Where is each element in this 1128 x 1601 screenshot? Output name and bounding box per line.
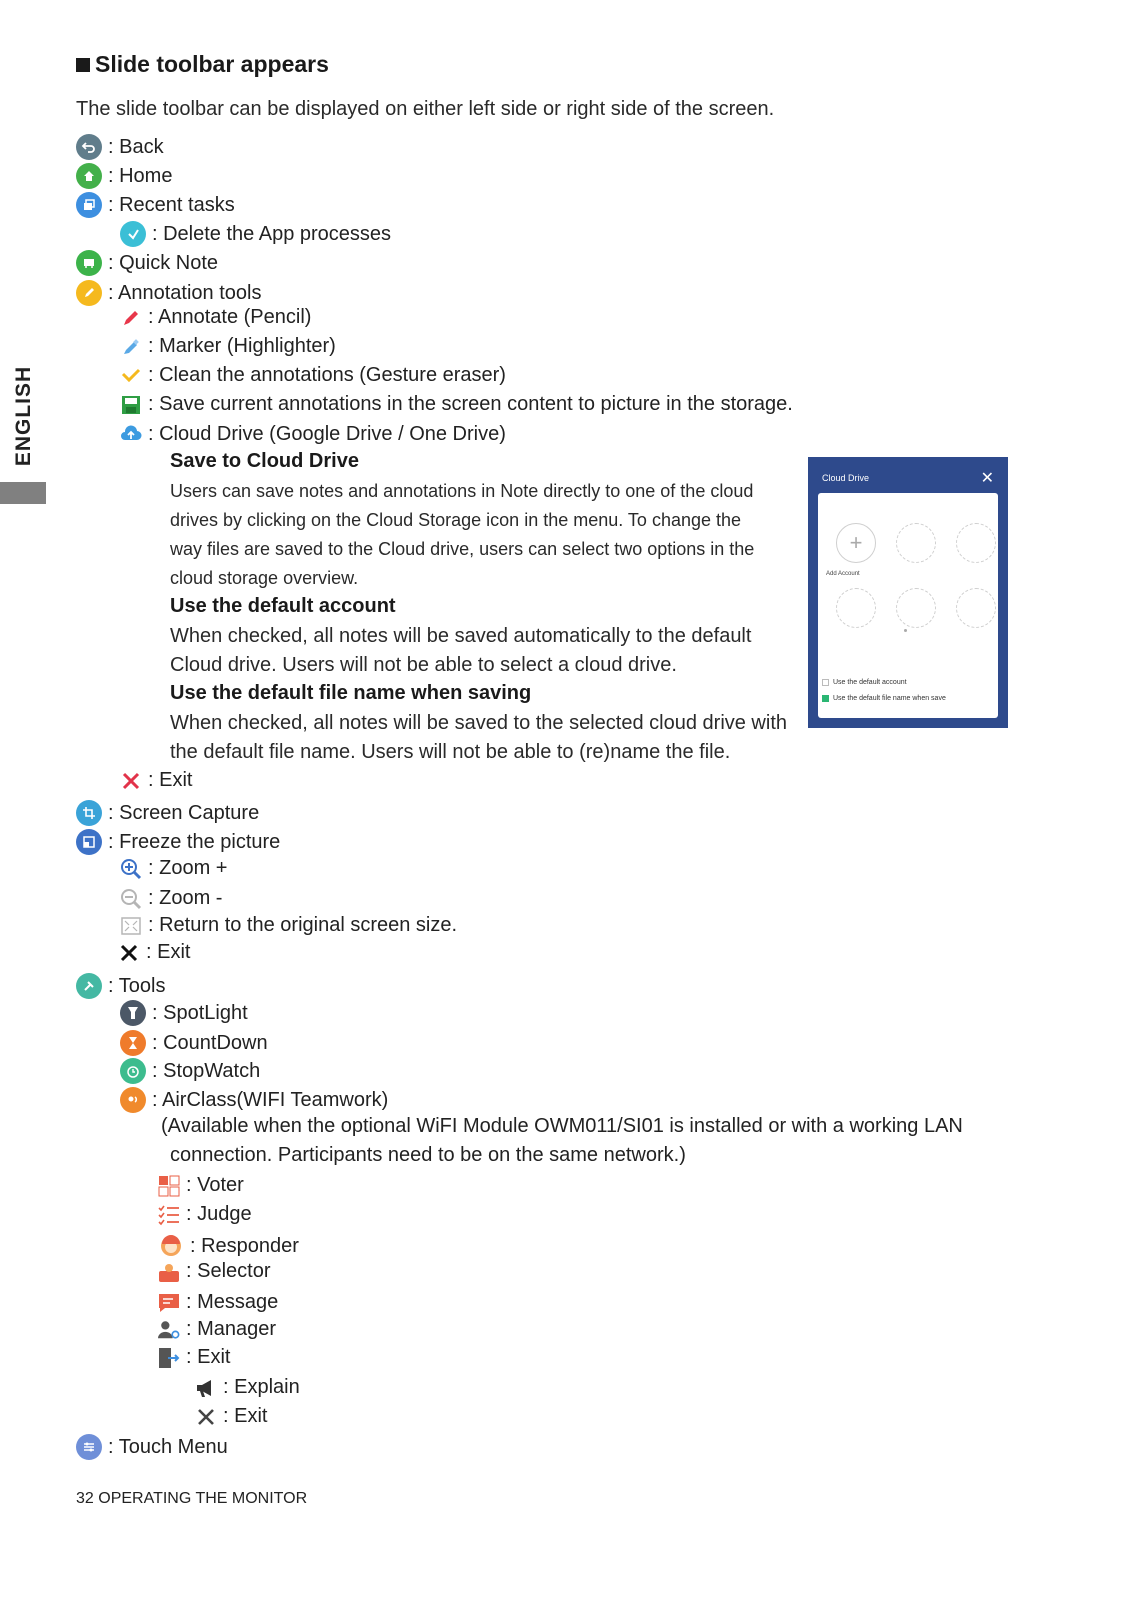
cloud-dialog-title: Cloud Drive <box>822 473 870 483</box>
item-quick-note <box>76 250 218 276</box>
freeze-icon <box>76 829 102 855</box>
item-airclass-label: : AirClass(WIFI Teamwork) <box>152 1088 389 1111</box>
item-return-size <box>120 914 457 937</box>
default-name-text: When checked, all notes will be saved to the selected cloud drive with the default file name. Users will not be able to (re)name the file. <box>170 712 788 763</box>
close-icon <box>195 1406 217 1428</box>
add-account-icon: + <box>836 523 876 563</box>
default-account-text: When checked, all notes will be saved automatically to the default Cloud drive. Users will not be able to select a cloud drive. <box>170 625 752 676</box>
item-touch-menu <box>76 1434 228 1460</box>
item-zoom-out-label: : Zoom - <box>148 887 223 909</box>
item-clean-annotations-label: : Clean the annotations (Gesture eraser) <box>148 364 506 386</box>
item-zoom-in-label: : Zoom + <box>148 857 228 879</box>
airclass-icon <box>120 1087 146 1113</box>
item-countdown <box>120 1030 268 1056</box>
item-zoom-out <box>120 887 222 910</box>
item-return-size-label: : Return to the original screen size. <box>148 914 458 936</box>
item-screen-capture-label: : Screen Capture <box>108 801 260 824</box>
close-icon <box>118 942 140 964</box>
item-manager-label: : Manager <box>186 1318 277 1340</box>
checkbox-unchecked-icon <box>822 679 829 686</box>
item-explain-label: : Explain <box>223 1376 300 1398</box>
item-explain <box>195 1376 300 1399</box>
item-freeze <box>76 829 280 855</box>
item-exit-freeze-label: : Exit <box>146 941 191 963</box>
item-cloud-drive <box>120 423 506 446</box>
hourglass-icon <box>120 1030 146 1056</box>
account-slot <box>836 588 876 628</box>
pencil-icon <box>120 307 142 329</box>
zoom-out-icon <box>120 888 142 910</box>
item-responder <box>158 1233 299 1259</box>
cloud-upload-icon <box>120 424 142 446</box>
quick-note-icon <box>76 250 102 276</box>
highlighter-icon <box>120 336 142 358</box>
option-default-account <box>822 679 907 686</box>
item-recent-tasks <box>76 192 235 218</box>
item-save-annotations-label: : Save current annotations in the screen content to picture in the storage. <box>148 393 793 415</box>
broom-icon <box>120 221 146 247</box>
item-manager <box>158 1318 276 1341</box>
item-tools-label: : Tools <box>108 974 166 997</box>
item-exit-explain <box>195 1405 267 1428</box>
item-exit-annotation-label: : Exit <box>148 769 193 791</box>
item-marker <box>120 335 336 358</box>
item-save-annotations <box>120 393 793 416</box>
item-annotation-tools <box>76 280 261 306</box>
cloud-section-text: Users can save notes and annotations in Note directly to one of the cloud drives by clicking on the Cloud Storage icon in the menu. To change the way files are saved to the Cloud drive, users can select two options in the cloud storage overview. <box>170 481 755 588</box>
add-account-label: Add Account <box>826 571 860 577</box>
crop-icon <box>76 800 102 826</box>
item-exit-airclass <box>158 1346 230 1369</box>
option-default-filename <box>822 695 946 702</box>
page-footer: 32 OPERATING THE MONITOR <box>76 1490 308 1507</box>
item-delete-app-label: : Delete the App processes <box>152 222 392 245</box>
item-spotlight-label: : SpotLight <box>152 1001 248 1024</box>
cloud-section-title: Save to Cloud Drive <box>170 450 359 472</box>
default-name-title: Use the default file name when saving <box>170 682 532 704</box>
close-icon: ✕ <box>980 470 994 487</box>
manager-user-icon <box>158 1319 180 1341</box>
message-icon <box>158 1292 180 1314</box>
item-zoom-in <box>120 857 227 880</box>
default-account-title: Use the default account <box>170 595 396 617</box>
item-stopwatch <box>120 1058 260 1084</box>
back-icon <box>76 134 102 160</box>
tools-icon <box>76 973 102 999</box>
account-slot <box>956 523 996 563</box>
item-annotation-tools-label: : Annotation tools <box>108 281 262 304</box>
spotlight-icon <box>120 1000 146 1026</box>
home-icon <box>76 163 102 189</box>
item-airclass <box>120 1087 388 1113</box>
item-message-label: : Message <box>186 1291 279 1313</box>
side-tab-label: ENGLISH <box>12 365 35 467</box>
save-icon <box>120 394 142 416</box>
square-bullet-icon <box>76 58 90 72</box>
zoom-in-icon <box>120 858 142 880</box>
option-default-account-label: Use the default account <box>833 679 907 686</box>
item-exit-freeze <box>118 941 190 964</box>
cloud-dialog-panel <box>818 493 998 718</box>
item-judge <box>158 1203 252 1226</box>
item-countdown-label: : CountDown <box>152 1031 268 1054</box>
item-message <box>158 1291 278 1314</box>
account-slot <box>896 588 936 628</box>
cloud-dialog-header <box>818 463 998 493</box>
stopwatch-icon <box>120 1058 146 1084</box>
megaphone-icon <box>195 1377 217 1399</box>
airclass-note-line-2: connection. Participants need to be on the same network.) <box>170 1144 686 1166</box>
item-back <box>76 134 164 160</box>
section-heading <box>76 51 329 78</box>
item-tools <box>76 973 165 999</box>
item-marker-label: : Marker (Highlighter) <box>148 335 336 357</box>
fit-screen-icon <box>120 915 142 937</box>
selector-icon <box>158 1261 180 1283</box>
item-quick-note-label: : Quick Note <box>108 251 219 274</box>
item-responder-label: : Responder <box>190 1234 299 1257</box>
option-default-filename-label: Use the default file name when save <box>833 695 946 702</box>
item-cloud-drive-label: : Cloud Drive (Google Drive / One Drive) <box>148 423 506 445</box>
item-voter <box>158 1174 244 1197</box>
item-home-label: : Home <box>108 164 173 187</box>
cloud-drive-dialog-screenshot <box>808 457 1008 728</box>
item-exit-explain-label: : Exit <box>223 1405 268 1427</box>
item-freeze-label: : Freeze the picture <box>108 830 281 853</box>
item-clean-annotations <box>120 364 506 387</box>
side-tab-bar <box>0 482 46 504</box>
item-exit-annotation <box>120 769 192 792</box>
item-exit-airclass-label: : Exit <box>186 1346 231 1368</box>
touch-menu-icon <box>76 1434 102 1460</box>
checkbox-checked-icon <box>822 695 829 702</box>
item-selector <box>158 1260 270 1283</box>
item-judge-label: : Judge <box>186 1203 252 1225</box>
item-back-label: : Back <box>108 135 164 158</box>
intro-text: The slide toolbar can be displayed on either left side or right side of the screen. <box>76 98 775 120</box>
language-side-tab <box>0 352 46 502</box>
item-annotate-pencil <box>120 306 311 329</box>
checklist-icon <box>158 1204 180 1226</box>
eraser-broom-icon <box>120 365 142 387</box>
account-slot <box>896 523 936 563</box>
close-red-icon <box>120 770 142 792</box>
recent-tasks-icon <box>76 192 102 218</box>
item-voter-label: : Voter <box>186 1174 244 1196</box>
page-indicator-dot <box>904 629 907 632</box>
item-touch-menu-label: : Touch Menu <box>108 1435 228 1458</box>
item-home <box>76 163 172 189</box>
item-spotlight <box>120 1000 248 1026</box>
item-screen-capture <box>76 800 259 826</box>
heading-text: Slide toolbar appears <box>95 51 329 77</box>
responder-face-icon <box>158 1233 184 1259</box>
item-selector-label: : Selector <box>186 1260 271 1282</box>
item-delete-app <box>120 221 391 247</box>
item-stopwatch-label: : StopWatch <box>152 1059 261 1082</box>
account-slot <box>956 588 996 628</box>
annotation-pen-icon <box>76 280 102 306</box>
item-recent-tasks-label: : Recent tasks <box>108 193 235 216</box>
exit-door-icon <box>158 1347 180 1369</box>
voter-icon <box>158 1175 180 1197</box>
airclass-note-line-1: (Available when the optional WiFI Module OWM011/SI01 is installed or with a working LAN <box>161 1115 963 1137</box>
item-annotate-pencil-label: : Annotate (Pencil) <box>148 306 312 328</box>
